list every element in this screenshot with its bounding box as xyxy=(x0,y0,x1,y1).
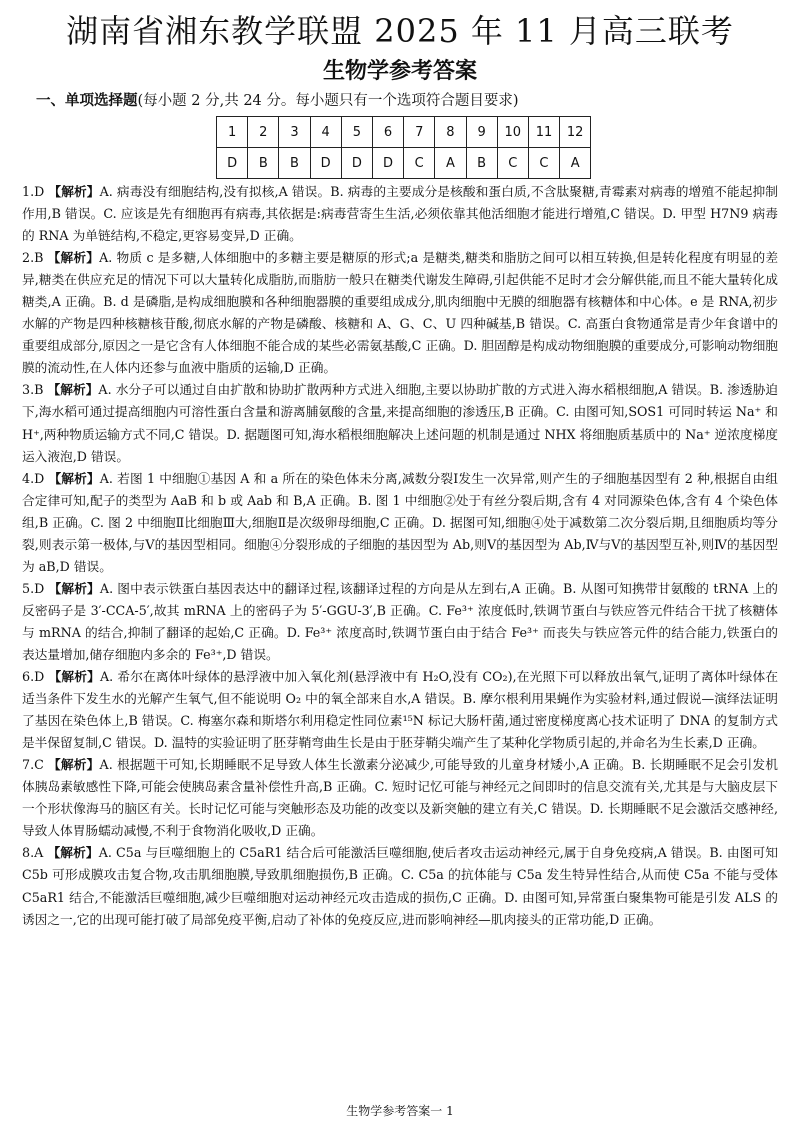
explanation-6 xyxy=(22,666,778,754)
explanation-text: A. 根据题干可知,长期睡眠不足导致人体生长激素分泌减少,可能导致的儿童身材矮小,A 正确。B. 长期睡眠不足会引发机体胰岛素敏感性下降,可能会使胰岛素含量补偿性升高,B 正确。C. 短时记忆可能与神经元之间即时的信息交流有关,尤其是与大脑皮层下一个形状像海马的脑区有关。长时记忆可能与突触形态及功能的改变以及新突触的建立有关,C 错误。D. 长期睡眠不足会激活交感神经,导致人体胃肠蠕动减慢,不利于食物消化吸收,D 正确。 xyxy=(22,757,778,839)
answer-table xyxy=(216,116,591,179)
explanation-tag: 【解析】 xyxy=(47,382,99,398)
explanations xyxy=(22,181,778,931)
explanation-text: A. 希尔在离体叶绿体的悬浮液中加入氧化剂(悬浮液中有 H₂O,没有 CO₂),在光照下可以释放出氧气,证明了离体叶绿体在适当条件下发生水的光解产生氧气,但不能说明 O₂ 中的氧全部来自水,A 错误。B. 摩尔根利用果蝇作为实验材料,通过假说—演绎法证明了基因在染色体上,B 错误。C. 梅塞尔森和斯塔尔利用稳定性同位素¹⁵N 标记大肠杆菌,通过密度梯度离心技术证明了 DNA 的复制方式是半保留复制,C 错误。D. 温特的实验证明了胚芽鞘弯曲生长是由于胚芽鞘尖端产生了某种化学物质引起的,并命名为生长素,D 正确。 xyxy=(22,669,779,751)
answer-cell: C xyxy=(497,148,528,179)
page-title: 湖南省湘东教学联盟 2025 年 11 月高三联考 xyxy=(66,12,734,50)
answer-cell: C xyxy=(404,148,435,179)
explanation-tag: 【解析】 xyxy=(48,470,100,486)
page-footer: 生物学参考答案一 1 xyxy=(346,1104,454,1118)
section-heading xyxy=(36,92,519,110)
explanation-3 xyxy=(22,379,778,467)
question-number-cell: 11 xyxy=(528,117,559,148)
explanation-7 xyxy=(22,754,778,842)
answer-cell: B xyxy=(279,148,310,179)
question-number-cell: 9 xyxy=(466,117,497,148)
question-number-cell: 3 xyxy=(279,117,310,148)
question-number-cell: 4 xyxy=(310,117,341,148)
answer-cell: D xyxy=(341,148,372,179)
explanation-5 xyxy=(22,578,778,666)
question-number-cell: 12 xyxy=(560,117,591,148)
answer-cell: D xyxy=(310,148,341,179)
explanation-number: 8.A xyxy=(22,845,44,861)
section-note: (每小题 2 分,共 24 分。每小题只有一个选项符合题目要求) xyxy=(137,93,519,109)
explanation-number: 4.D xyxy=(22,470,45,486)
explanation-text: A. 图中表示铁蛋白基因表达中的翻译过程,该翻译过程的方向是从左到右,A 正确。B. 从图可知携带甘氨酸的 tRNA 上的反密码子是 3′-CCA-5′,故其 mRNA 上的密码子为 5′-GGU-3′,B 正确。C. Fe³⁺ 浓度低时,铁调节蛋白与铁应答元件结合干扰了核糖体与 mRNA 的结合,抑制了翻译的起始,C 正确。D. Fe³⁺ 浓度高时,铁调节蛋白由于结合 Fe³⁺ 而丧失与铁应答元件的结合能力,铁蛋白的表达量增加,储存细胞内多余的 Fe³⁺,D 错误。 xyxy=(22,580,778,662)
section-title: 一、单项选择题 xyxy=(36,92,138,109)
explanation-number: 7.C xyxy=(22,757,44,773)
explanation-text: A. C5a 与巨噬细胞上的 C5aR1 结合后可能激活巨噬细胞,使后者攻击运动神经元,属于自身免疫病,A 错误。B. 由图可知 C5b 可形成膜攻击复合物,攻击肌细胞膜,导致肌细胞损伤,B 正确。C. C5a 的抗体能与 C5a 发生特异性结合,从而使 C5a 不能与受体 C5aR1 结合,不能激活巨噬细胞,减少巨噬细胞对运动神经元攻击造成的损伤,C 正确。D. 由图可知,异常蛋白聚集物可能是引发 ALS 的诱因之一,它的出现可能打破了局部免疫平衡,启动了补体的免疫反应,进而影响神经—肌肉接头的正常功能,D 正确。 xyxy=(22,845,778,927)
explanation-tag: 【解析】 xyxy=(48,669,100,685)
explanation-8 xyxy=(22,842,778,930)
answer-cell: D xyxy=(217,148,248,179)
explanation-text: A. 水分子可以通过自由扩散和协助扩散两种方式进入细胞,主要以协助扩散的方式进入海水稻根细胞,A 错误。B. 渗透胁迫下,海水稻可通过提高细胞内可溶性蛋白含量和游离脯氨酸的含量,来提高细胞的渗透压,B 正确。C. 由图可知,SOS1 可同时转运 Na⁺ 和 H⁺,两种物质运输方式不同,C 错误。D. 据题图可知,海水稻根细胞解决上述问题的机制是通过 NHX 将细胞质基质中的 Na⁺ 逆浓度梯度运入液泡,D 错误。 xyxy=(22,382,778,464)
question-number-cell: 5 xyxy=(341,117,372,148)
explanation-number: 6.D xyxy=(22,669,45,685)
explanation-number: 5.D xyxy=(22,580,45,596)
explanation-4 xyxy=(22,468,778,578)
answer-cell: D xyxy=(372,148,403,179)
explanation-number: 2.B xyxy=(22,250,44,266)
question-number-cell: 2 xyxy=(248,117,279,148)
answer-table-answer-row xyxy=(217,148,591,179)
answer-cell: A xyxy=(435,148,466,179)
answer-cell: A xyxy=(560,148,591,179)
explanation-1 xyxy=(22,181,778,247)
explanation-tag: 【解析】 xyxy=(47,845,99,861)
question-number-cell: 8 xyxy=(435,117,466,148)
explanation-tag: 【解析】 xyxy=(48,757,100,773)
answer-table-number-row xyxy=(217,117,591,148)
answer-cell: B xyxy=(248,148,279,179)
explanation-text: A. 若图 1 中细胞①基因 A 和 a 所在的染色体未分离,减数分裂Ⅰ发生一次异常,则产生的子细胞基因型有 2 种,根据自由组合定律可知,配子的类型为 AaB 和 b 或 Aab 和 B,A 正确。B. 图 1 中细胞②处于有丝分裂后期,含有 4 对同源染色体,含有 4 个染色体组,B 正确。C. 图 2 中细胞Ⅱ比细胞Ⅲ大,细胞Ⅱ是次级卵母细胞,C 正确。D. 据图可知,细胞④处于减数第二次分裂后期,且细胞质均等分裂,则表示第一极体,与Ⅴ的基因型相同。细胞④分裂形成的子细胞的基因型为 Ab,则Ⅴ的基因型为 Ab,Ⅳ与Ⅴ的基因型互补,则Ⅳ的基因型为 aB,D 错误。 xyxy=(22,470,778,574)
explanation-tag: 【解析】 xyxy=(48,184,100,199)
answer-cell: B xyxy=(466,148,497,179)
explanation-text: A. 物质 c 是多糖,人体细胞中的多糖主要是糖原的形式;a 是糖类,糖类和脂肪之间可以相互转换,但是转化程度有明显的差异,糖类在供应充足的情况下可以大量转化成脂肪,而脂肪一般只在糖类代谢发生障碍,引起供能不足时才会分解供能,而且不能大量转化成糖类,A 正确。B. d 是磷脂,是构成细胞膜和各种细胞器膜的重要组成成分,肌肉细胞中无膜的细胞器有核糖体和中心体。e 是 RNA,初步水解的产物是四种核糖核苷酸,彻底水解的产物是磷酸、核糖和 A、G、C、U 四种碱基,B 错误。C. 高蛋白食物通常是青少年食谱中的重要组成部分,原因之一是它含有人体细胞不能合成的某些必需氨基酸,C 正确。D. 胆固醇是构成动物细胞膜的重要成分,可影响动物细胞膜的流动性,在人体内还参与血液中脂质的运输,D 正确。 xyxy=(22,250,779,376)
explanation-tag: 【解析】 xyxy=(48,580,100,596)
explanation-tag: 【解析】 xyxy=(47,250,100,266)
answer-cell: C xyxy=(528,148,559,179)
explanation-number: 1.D xyxy=(22,184,45,199)
question-number-cell: 10 xyxy=(497,117,528,148)
explanation-text: A. 病毒没有细胞结构,没有拟核,A 错误。B. 病毒的主要成分是核酸和蛋白质,不含肽聚糖,青霉素对病毒的增殖不能起抑制作用,B 错误。C. 应该是先有细胞再有病毒,其依据是:病毒营寄生生活,必须依靠其他活细胞才能进行增殖,C 错误。D. 甲型 H7N9 病毒的 RNA 为单链结构,不稳定,更容易变异,D 正确。 xyxy=(22,184,778,244)
question-number-cell: 7 xyxy=(404,117,435,148)
page-subtitle: 生物学参考答案 xyxy=(322,58,477,84)
question-number-cell: 1 xyxy=(217,117,248,148)
question-number-cell: 6 xyxy=(372,117,403,148)
explanation-number: 3.B xyxy=(22,382,44,398)
explanation-2 xyxy=(22,247,778,379)
